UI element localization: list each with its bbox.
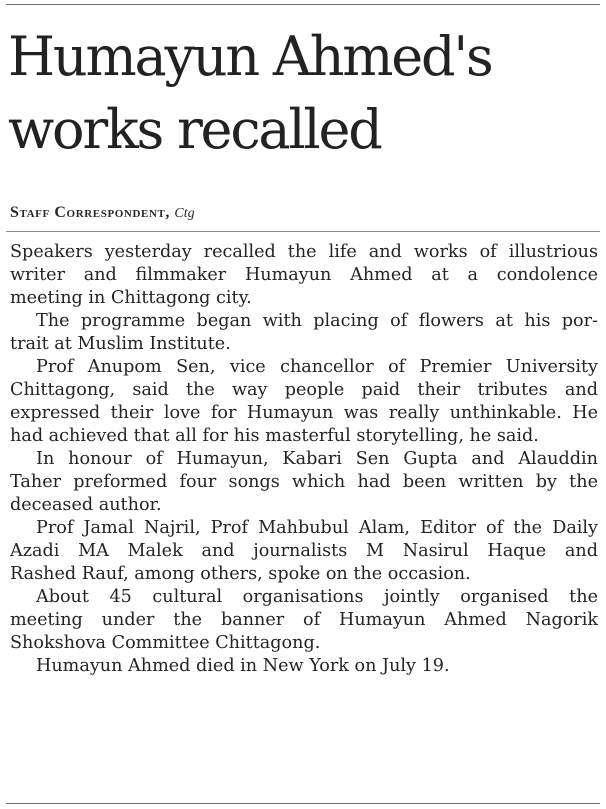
article-paragraph	[10, 586, 598, 655]
bottom-rule	[6, 803, 600, 804]
article-line: Chittagong, said the way people paid their tributes and	[10, 380, 598, 400]
byline-place: Ctg	[174, 206, 195, 221]
article-line: expressed their love for Humayun was really unthinkable. He	[10, 403, 598, 423]
article-line: meeting under the banner of Humayun Ahmed Nagorik	[10, 610, 598, 630]
article-paragraph	[10, 356, 598, 448]
article-line: had achieved that all for his masterful storytelling, he said.	[10, 426, 539, 446]
article-line: In honour of Humayun, Kabari Sen Gupta and Alauddin	[36, 449, 598, 469]
headline-line-2: works recalled	[8, 98, 381, 161]
article-paragraph	[10, 310, 598, 356]
article-line: The programme began with placing of flowers at his por-	[36, 311, 598, 331]
article-paragraph	[10, 448, 598, 517]
headline-line-1: Humayun Ahmed's	[8, 25, 492, 88]
article-paragraph	[10, 241, 598, 310]
article-line: writer and filmmaker Humayun Ahmed at a condolence	[10, 265, 598, 285]
article-line: Humayun Ahmed died in New York on July 19.	[36, 656, 450, 676]
article-line: Shokshova Committee Chittagong.	[10, 633, 321, 653]
headline	[8, 20, 600, 166]
article-line: Rashed Rauf, among others, spoke on the occasion.	[10, 564, 471, 584]
article-paragraph	[10, 517, 598, 586]
article-line: meeting in Chittagong city.	[10, 288, 252, 308]
article-line: Taher preformed four songs which had been written by the	[10, 472, 598, 492]
byline-rule	[6, 231, 600, 232]
article-line: About 45 cultural organisations jointly organised the	[36, 587, 598, 607]
article-line: trait at Muslim Institute.	[10, 334, 231, 354]
article-line: Speakers yesterday recalled the life and works of illustrious	[10, 242, 598, 262]
article-line: Prof Jamal Najril, Prof Mahbubul Alam, Editor of the Daily	[36, 518, 598, 538]
article-body	[10, 241, 598, 678]
top-rule	[6, 4, 600, 5]
article-line: deceased author.	[10, 495, 162, 515]
article-paragraph	[10, 655, 598, 678]
byline-author: Staff Correspondent,	[10, 204, 171, 221]
article-line: Azadi MA Malek and journalists M Nasirul Haque and	[10, 541, 598, 561]
byline	[10, 203, 195, 224]
article-line: Prof Anupom Sen, vice chancellor of Premier University	[36, 357, 598, 377]
